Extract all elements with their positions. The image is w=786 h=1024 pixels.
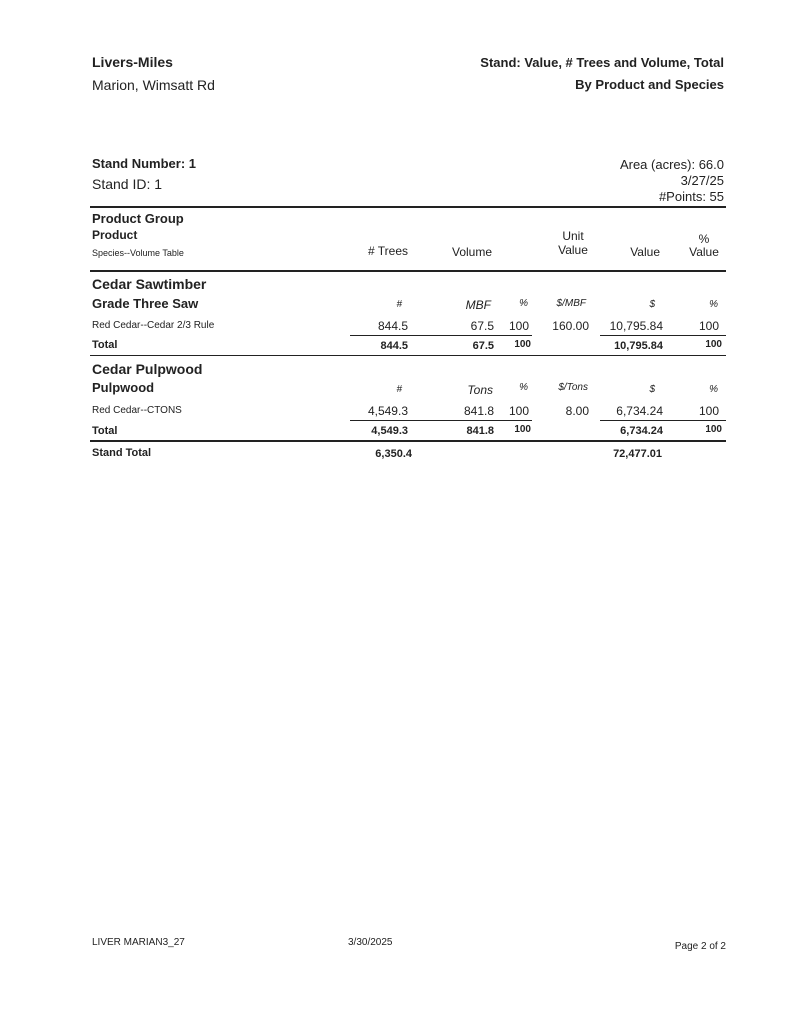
- footer-file: LIVER MARIAN3_27: [92, 937, 185, 948]
- total-vol-pct: 100: [514, 424, 531, 435]
- row-trees: 844.5: [377, 319, 408, 333]
- unit-value: $: [649, 299, 655, 310]
- unit-unit-value: $/MBF: [556, 298, 586, 309]
- subtotal-rule: [600, 335, 726, 336]
- col-unit-value-1: Unit: [562, 229, 584, 243]
- stand-number: Stand Number: 1: [92, 156, 197, 171]
- unit-volume: MBF: [465, 298, 491, 312]
- unit-value-pct: %: [709, 384, 718, 395]
- group-rule: [90, 440, 726, 442]
- unit-volume: Tons: [467, 383, 493, 397]
- total-vol-pct: 100: [514, 339, 531, 350]
- col-value: Value: [630, 245, 660, 259]
- subtotal-rule: [350, 420, 532, 421]
- species-name: Red Cedar--Cedar 2/3 Rule: [92, 320, 215, 331]
- col-unit-value-2: Value: [558, 243, 588, 257]
- col-product: Product: [92, 228, 138, 242]
- report-subtitle: By Product and Species: [575, 77, 724, 92]
- product-name: Pulpwood: [92, 380, 155, 395]
- product-name: Grade Three Saw: [92, 296, 199, 311]
- total-label: Total: [92, 339, 118, 351]
- row-trees: 4,549.3: [367, 404, 408, 418]
- group-name: Cedar Pulpwood: [92, 361, 203, 377]
- area-acres: Area (acres): 66.0: [619, 157, 724, 172]
- row-value: 6,734.24: [616, 404, 663, 418]
- row-volume: 67.5: [470, 319, 494, 333]
- points-count: #Points: 55: [658, 189, 724, 204]
- total-value-pct: 100: [705, 424, 722, 435]
- header-rule-bottom: [90, 270, 726, 272]
- stand-total-trees: 6,350.4: [375, 448, 412, 460]
- total-trees: 4,549.3: [371, 425, 408, 437]
- subtotal-rule: [350, 335, 532, 336]
- stand-total-label: Stand Total: [92, 447, 152, 459]
- total-label: Total: [92, 425, 118, 437]
- col-trees: # Trees: [367, 244, 408, 258]
- stand-total-value: 72,477.01: [613, 448, 662, 460]
- group-name: Cedar Sawtimber: [92, 276, 207, 292]
- row-unit-value: 160.00: [552, 319, 589, 333]
- total-value: 10,795.84: [614, 340, 663, 352]
- unit-value-pct: %: [709, 299, 718, 310]
- row-value: 10,795.84: [609, 319, 663, 333]
- total-value-pct: 100: [705, 339, 722, 350]
- total-volume: 67.5: [472, 340, 494, 352]
- row-vol-pct: 100: [508, 404, 529, 418]
- report-title: Stand: Value, # Trees and Volume, Total: [480, 55, 724, 70]
- unit-vol-pct: %: [519, 382, 528, 393]
- unit-value: $: [649, 384, 655, 395]
- col-pct-value-1: %: [698, 232, 710, 246]
- row-volume: 841.8: [463, 404, 494, 418]
- row-value-pct: 100: [698, 319, 719, 333]
- unit-vol-pct: %: [519, 298, 528, 309]
- stand-id: Stand ID: 1: [92, 176, 163, 192]
- unit-unit-value: $/Tons: [558, 382, 588, 393]
- unit-trees: #: [396, 299, 402, 310]
- subtotal-rule: [600, 420, 726, 421]
- stand-date: 3/27/25: [680, 173, 724, 188]
- owner-name: Livers-Miles: [92, 54, 173, 70]
- species-name: Red Cedar--CTONS: [92, 405, 182, 416]
- col-pct-value-2: Value: [689, 245, 719, 259]
- group-rule: [90, 355, 726, 356]
- header-rule-top: [90, 206, 726, 208]
- location: Marion, Wimsatt Rd: [92, 77, 215, 93]
- footer-page: Page 2 of 2: [674, 941, 726, 952]
- total-volume: 841.8: [466, 425, 494, 437]
- col-product-group: Product Group: [92, 211, 184, 226]
- col-species-volume-table: Species--Volume Table: [92, 248, 184, 258]
- row-vol-pct: 100: [508, 319, 529, 333]
- footer-date: 3/30/2025: [348, 937, 393, 948]
- unit-trees: #: [396, 384, 402, 395]
- col-volume: Volume: [452, 245, 493, 259]
- row-unit-value: 8.00: [565, 404, 589, 418]
- total-value: 6,734.24: [620, 425, 663, 437]
- total-trees: 844.5: [380, 340, 408, 352]
- row-value-pct: 100: [698, 404, 719, 418]
